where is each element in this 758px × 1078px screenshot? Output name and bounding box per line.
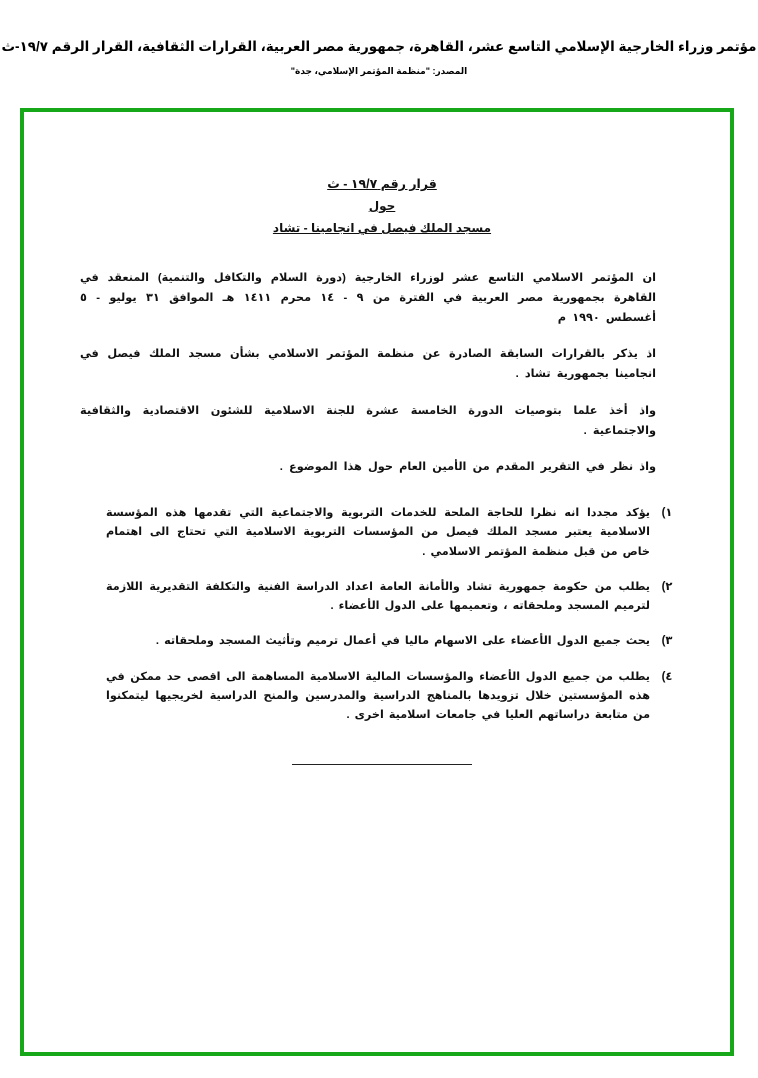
item-text: يحث جميع الدول الأعضاء على الاسهام ماليا في أعمال ترميم وتأثيث المسجد وملحقاته .: [155, 635, 650, 648]
resolution-subject: مسجد الملك فيصل في انجامينا - تشاد: [272, 221, 492, 235]
preamble-paragraph-4: واذ نظر في التقرير المقدم من الأمين العام حول هذا الموضوع .: [279, 461, 656, 474]
conference-title: مؤتمر وزراء الخارجية الإسلامي التاسع عشر، القاهرة، جمهورية مصر العربية، القرارات الثقافية، القرار الرقم ١٩/٧-ث: [1, 39, 757, 54]
preamble-paragraph-1: ان المؤتمر الاسلامي التاسع عشر لوزراء الخارجية (دورة السلام والتكافل والتنمية) المنعقد في القاهرة بجمهورية مصر العربية في الفترة من ٩ - ١٤ محرم ١٤١١ هـ الموافق ٣١ يوليو - ٥ أغسطس ١٩٩٠ م: [80, 272, 656, 324]
list-item: [80, 504, 684, 562]
resolution-about-label: حول: [368, 199, 396, 213]
document-header: [0, 38, 758, 77]
footer-divider: [292, 764, 472, 765]
scanned-page-frame: [20, 108, 734, 1056]
preamble-paragraph-2: اذ يذكر بالقرارات السابقة الصادرة عن منظمة المؤتمر الاسلامي بشأن مسجد الملك فيصل في انجامينا بجمهورية تشاد .: [80, 348, 656, 381]
item-text: يؤكد مجددا انه نظرا للحاجة الملحة للخدمات التربوية والاجتماعية التي تقدمها هذه المؤسسة الاسلامية يعتبر مسجد الملك فيصل من المؤسسات التربوية الاسلامية التي تحتاج الى اهتمام خاص من قبل منظمة المؤتمر الاسلامي .: [106, 507, 650, 558]
item-number: ٤): [661, 670, 673, 683]
list-item: [80, 632, 684, 651]
source-note: المصدر: "منظمة المؤتمر الإسلامي، جدة": [290, 65, 468, 76]
preamble-paragraph-3: واذ أخذ علما بتوصيات الدورة الخامسة عشرة للجنة الاسلامية للشئون الاقتصادية والثقافية والاجتماعية .: [80, 404, 656, 437]
scan-content: [80, 154, 684, 1042]
resolution-number: قرار رقم ١٩/٧ - ث: [327, 177, 437, 191]
list-item: [80, 668, 684, 726]
scanned-sheet: [24, 112, 730, 1052]
item-number: ٣): [661, 635, 673, 648]
item-number: ١): [661, 507, 673, 520]
resolution-items: [80, 504, 684, 725]
item-number: ٢): [661, 580, 673, 593]
item-text: يطلب من حكومة جمهورية تشاد والأمانة العامة اعداد الدراسة الفنية والتكلفة التقديرية اللازمة لترميم المسجد وملحقاته ، وتعميمها على الدول الأعضاء .: [106, 580, 650, 613]
preamble-block: [80, 269, 684, 478]
list-item: [80, 578, 684, 617]
resolution-heading: [80, 176, 684, 235]
item-text: يطلب من جميع الدول الأعضاء والمؤسسات المالية الاسلامية المساهمة الى اقصى حد ممكن في هذه المؤسستين خلال تزويدها بالمناهج الدراسية والمدرسين والمنح الدراسية لخريجيها ليتمكنوا من متابعة دراساتهم العليا في جامعات اسلامية اخرى .: [106, 670, 650, 722]
